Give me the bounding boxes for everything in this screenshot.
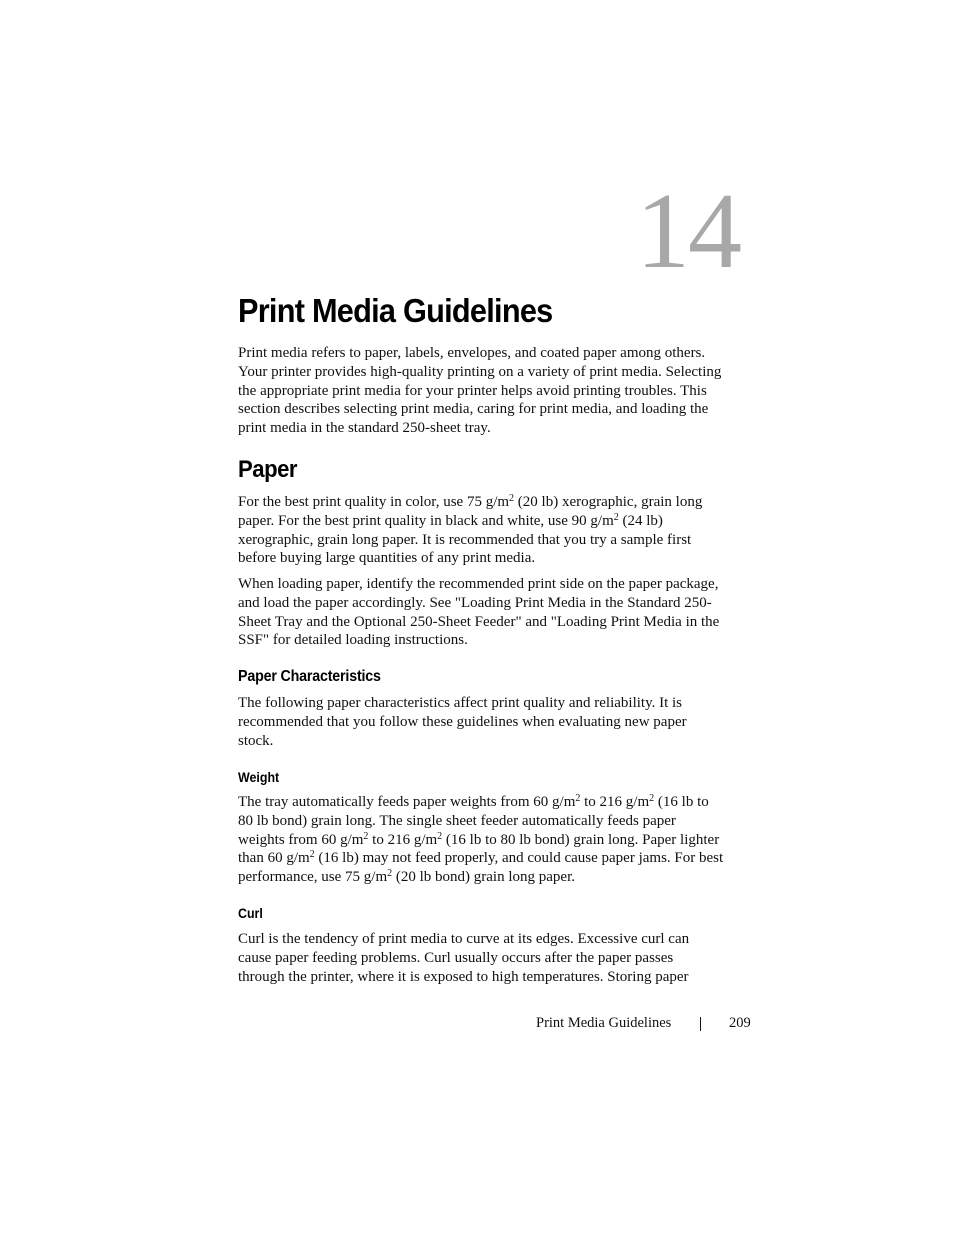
text-line: paper. For the best print quality in black and white, use 90 $g/m^2$ (24 lb) <box>238 511 663 529</box>
text-line: Your printer provides high-quality printing on a variety of print media. Selecting <box>238 363 722 380</box>
paper-paragraph-1 <box>238 493 738 568</box>
text-line: and load the paper accordingly. See "Loading Print Media in the Standard 250- <box>238 594 712 611</box>
text-line: than 60 $g/m^2$ (16 lb) may not feed properly, and could cause paper jams. For best <box>238 849 724 867</box>
text-line: SSF" for detailed loading instructions. <box>238 632 468 649</box>
text-line: For the best print quality in color, use 75 $g/m^2$ (20 lb) xerographic, grain long <box>238 493 703 510</box>
chapter-title: Print Media Guidelines <box>238 292 553 329</box>
weight-paragraph <box>238 793 738 887</box>
footer-title: Print Media Guidelines <box>536 1015 672 1031</box>
text-line: Curl is the tendency of print media to curve at its edges. Excessive curl can <box>238 931 690 947</box>
paper-paragraph-2 <box>238 575 738 650</box>
curl-paragraph <box>238 930 738 986</box>
chapter-number: 14 <box>636 172 740 291</box>
text-line: recommended that you follow these guidelines when evaluating new paper <box>238 713 687 730</box>
subsection-heading-characteristics: Paper Characteristics <box>238 668 381 685</box>
text-line: print media in the standard 250-sheet tray. <box>238 420 491 437</box>
characteristics-paragraph <box>238 694 738 750</box>
intro-paragraph <box>238 344 738 438</box>
text-line: 80 lb bond) grain long. The single sheet feeder automatically feeds paper <box>238 812 676 829</box>
subheading-curl: Curl <box>238 906 263 921</box>
text-line: The tray automatically feeds paper weights from 60 $g/m^2$ to 216 $g/m^2$ (16 lb to <box>238 793 709 810</box>
text-line: Sheet Tray and the Optional 250-Sheet Feeder" and "Loading Print Media in the <box>238 613 720 630</box>
section-heading-paper: Paper <box>238 456 298 483</box>
text-line: cause paper feeding problems. Curl usually occurs after the paper passes <box>238 949 674 966</box>
text-line: Print media refers to paper, labels, envelopes, and coated paper among others. <box>238 345 706 361</box>
text-line: section describes selecting print media, caring for print media, and loading the <box>238 401 709 418</box>
text-line: The following paper characteristics affect print quality and reliability. It is <box>238 695 683 711</box>
text-line: stock. <box>238 732 274 749</box>
text-line: the appropriate print media for your printer helps avoid printing troubles. This <box>238 382 707 399</box>
text-line: before buying large quantities of any print media. <box>238 550 536 567</box>
text-line: through the printer, where it is exposed to high temperatures. Storing paper <box>238 968 689 985</box>
page-footer <box>536 1015 756 1035</box>
page-number: 209 <box>729 1015 751 1031</box>
text-line: When loading paper, identify the recommended print side on the paper package, <box>238 576 719 592</box>
subheading-weight: Weight <box>238 770 280 785</box>
text-line: xerographic, grain long paper. It is recommended that you try a sample first <box>238 531 692 548</box>
text-line: weights from 60 $g/m^2$ to 216 $g/m^2$ (16 lb to 80 lb bond) grain long. Paper lighter <box>238 830 720 848</box>
footer-divider <box>700 1017 701 1031</box>
text-line: performance, use 75 $g/m^2$ (20 lb bond) grain long paper. <box>238 868 576 886</box>
